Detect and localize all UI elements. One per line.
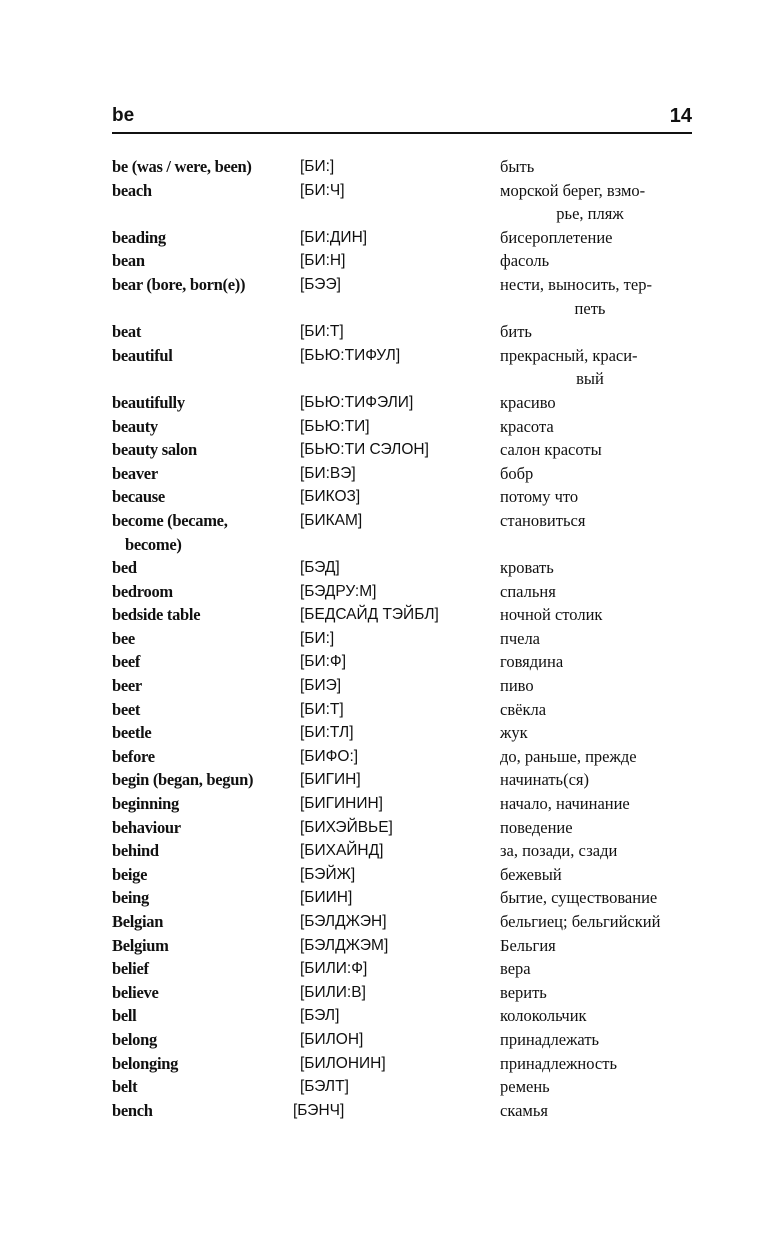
page-header (112, 104, 692, 134)
entry-translation (500, 910, 700, 934)
headword-text: bed (112, 558, 137, 578)
entry-translation (500, 1028, 700, 1052)
entry-headword (112, 957, 300, 981)
entry-headword (112, 603, 300, 627)
entry-pronunciation: [БЭНЧ] (293, 1101, 345, 1119)
dictionary-entry (112, 721, 702, 745)
translation-text: салон красоты (500, 440, 602, 460)
entry-headword (112, 556, 300, 580)
translation-text: пчела (500, 628, 541, 648)
headword-text: beauty (112, 416, 158, 436)
entry-headword (112, 1075, 300, 1099)
entry-pronunciation: [БЭД] (300, 559, 340, 577)
dictionary-entry (112, 391, 702, 415)
dictionary-entry (112, 344, 702, 391)
dictionary-entry (112, 910, 702, 934)
entry-pronunciation: [БИЛИ:В] (300, 983, 366, 1001)
entry-headword (112, 344, 300, 368)
entry-pronunciation: [БИЛОН] (300, 1030, 364, 1048)
entry-translation (500, 721, 700, 745)
translation-text: бельгиец; бельгийский (500, 912, 661, 931)
entry-headword (112, 627, 300, 651)
entry-translation (500, 249, 700, 273)
headword-text: before (112, 746, 155, 766)
entry-headword (112, 415, 300, 439)
headword-text: begin (began, begun) (112, 770, 254, 790)
entry-translation (500, 155, 700, 179)
headword-text: beach (112, 180, 152, 200)
entry-translation (500, 863, 700, 887)
entry-pronunciation: [БЭЛДЖЭН] (300, 913, 387, 930)
translation-continuation: рье, пляж (556, 204, 624, 224)
entry-pronunciation: [БЭЛТ] (300, 1078, 349, 1096)
entry-headword (112, 910, 300, 934)
headword-text: Belgian (112, 912, 164, 931)
entry-translation (500, 886, 700, 910)
entry-translation (500, 603, 700, 627)
dictionary-entry (112, 485, 702, 509)
translation-text: говядина (500, 652, 564, 672)
entry-translation (500, 981, 700, 1005)
dictionary-entry (112, 698, 702, 722)
translation-text: жук (500, 723, 528, 743)
entry-translation (500, 792, 700, 816)
entry-headword (112, 721, 300, 745)
translation-text: за, позади, сзади (500, 841, 618, 861)
page-number: 14 (669, 105, 692, 127)
entry-pronunciation: [БИЛИ:Ф] (300, 960, 368, 978)
translation-text: свёкла (500, 699, 547, 719)
entry-headword (112, 1099, 300, 1123)
entry-headword (112, 391, 300, 415)
entry-translation (500, 934, 700, 958)
entry-translation (500, 839, 700, 863)
entry-headword (112, 273, 300, 297)
headword-text: being (112, 888, 150, 908)
entry-headword (112, 580, 300, 604)
headword-text: belonging (112, 1053, 179, 1073)
translation-text: до, раньше, прежде (500, 746, 637, 766)
entry-translation (500, 273, 700, 320)
entry-translation (500, 556, 700, 580)
translation-text: начинать(ся) (500, 770, 589, 790)
entry-pronunciation: [БЬЮ:ТИФУЛ] (300, 346, 401, 364)
dictionary-entry (112, 603, 702, 627)
dictionary-entry (112, 438, 702, 462)
entry-pronunciation: [БИ:Ч] (300, 181, 345, 199)
headword-text: beauty salon (112, 440, 197, 460)
headword-text: bell (112, 1006, 137, 1026)
header-rule (112, 132, 692, 134)
dictionary-entry (112, 462, 702, 486)
translation-text: фасоль (500, 251, 550, 271)
entry-pronunciation: [БИ:ДИН] (300, 228, 368, 246)
entry-pronunciation: [БЕДСАЙД ТЭЙБЛ] (300, 606, 439, 624)
entry-headword (112, 839, 300, 863)
headword-text: Belgium (112, 935, 169, 955)
entry-headword (112, 226, 300, 250)
entry-headword (112, 674, 300, 698)
entry-translation (500, 320, 700, 344)
headword-text: bean (112, 251, 145, 271)
headword-text: beet (112, 699, 141, 719)
entry-pronunciation: [БИФО:] (300, 747, 359, 765)
entry-translation (500, 1099, 700, 1123)
entry-translation (500, 627, 700, 651)
entry-pronunciation: [БИХЭЙВЬЕ] (300, 818, 393, 836)
entry-pronunciation: [БИ:] (300, 629, 335, 647)
headword-text: be (was / were, been) (112, 157, 252, 176)
headword-text: bear (bore, born(e)) (112, 274, 246, 294)
dictionary-entry (112, 674, 702, 698)
dictionary-entry (112, 155, 702, 179)
entry-headword (112, 320, 300, 344)
dictionary-entry (112, 226, 702, 250)
headword-text: behind (112, 841, 159, 861)
headword-continuation: become) (125, 534, 182, 554)
headword-text: beginning (112, 794, 179, 814)
entry-translation (500, 816, 700, 840)
entry-pronunciation: [БИГИН] (300, 771, 361, 789)
translation-text: бежевый (500, 864, 562, 884)
headword-text: beer (112, 676, 142, 696)
entry-headword (112, 792, 300, 816)
translation-continuation: вый (576, 369, 604, 389)
translation-text: быть (500, 157, 535, 176)
dictionary-entry (112, 981, 702, 1005)
entry-headword (112, 509, 300, 556)
dictionary-entry (112, 768, 702, 792)
entry-translation (500, 391, 700, 415)
headword-text: beautifully (112, 392, 185, 412)
entry-pronunciation: [БЭЛ] (300, 1007, 340, 1025)
entry-translation (500, 179, 700, 226)
entry-headword (112, 745, 300, 769)
entry-pronunciation: [БИ:ТЛ] (300, 724, 354, 742)
entry-translation (500, 438, 700, 462)
entry-pronunciation: [БЬЮ:ТИ] (300, 417, 370, 435)
dictionary-entry (112, 839, 702, 863)
headword-text: beige (112, 864, 148, 884)
translation-text: скамья (500, 1100, 548, 1120)
headword-text: belong (112, 1029, 157, 1049)
headword-text: behaviour (112, 817, 181, 837)
entry-pronunciation: [БЭЭ] (300, 275, 341, 293)
entry-pronunciation: [БИ:ВЭ] (300, 464, 356, 482)
dictionary-entry (112, 1075, 702, 1099)
headword-text: because (112, 487, 165, 507)
dictionary-entry (112, 580, 702, 604)
translation-text: поведение (500, 817, 573, 837)
entry-pronunciation: [БИГИНИН] (300, 795, 383, 813)
dictionary-entry (112, 320, 702, 344)
entry-translation (500, 650, 700, 674)
entry-headword (112, 1004, 300, 1028)
dictionary-entry (112, 249, 702, 273)
guide-word: be (112, 105, 135, 126)
translation-text: бить (500, 322, 532, 342)
entry-translation (500, 1004, 700, 1028)
translation-text: прекрасный, краси- (500, 345, 638, 365)
dictionary-entry (112, 745, 702, 769)
dictionary-entry (112, 1028, 702, 1052)
entry-pronunciation: [БИ:Ф] (300, 653, 347, 671)
translation-text: начало, начинание (500, 794, 630, 814)
headword-text: belt (112, 1077, 138, 1097)
entry-headword (112, 816, 300, 840)
entry-headword (112, 934, 300, 958)
translation-continuation: петь (574, 298, 606, 318)
entry-pronunciation: [БИ:Н] (300, 252, 346, 270)
entry-pronunciation: [БИИН] (300, 889, 353, 907)
translation-text: ремень (500, 1077, 550, 1097)
headword-text: beef (112, 652, 141, 672)
entry-headword (112, 438, 300, 462)
headword-text: beat (112, 322, 142, 342)
dictionary-entry (112, 1052, 702, 1076)
entry-translation (500, 415, 700, 439)
entry-translation (500, 344, 700, 391)
entry-pronunciation: [БИЛОНИН] (300, 1054, 386, 1072)
entry-translation (500, 698, 700, 722)
translation-text: красиво (500, 392, 556, 412)
entry-headword (112, 462, 300, 486)
entry-translation (500, 509, 700, 533)
dictionary-entry (112, 273, 702, 320)
entry-headword (112, 155, 300, 179)
entry-translation (500, 580, 700, 604)
entry-list (112, 155, 702, 1122)
entry-pronunciation: [БИКОЗ] (300, 488, 361, 506)
translation-text: принадлежность (500, 1053, 617, 1073)
headword-text: beautiful (112, 345, 173, 365)
entry-pronunciation: [БИХАЙНД] (300, 842, 384, 860)
entry-headword (112, 485, 300, 509)
entry-headword (112, 1052, 300, 1076)
entry-headword (112, 981, 300, 1005)
dictionary-entry (112, 934, 702, 958)
headword-text: believe (112, 982, 159, 1002)
translation-text: колокольчик (500, 1006, 587, 1026)
dictionary-entry (112, 627, 702, 651)
entry-headword (112, 1028, 300, 1052)
dictionary-entry (112, 1099, 702, 1123)
translation-text: принадлежать (500, 1029, 600, 1049)
entry-headword (112, 886, 300, 910)
entry-headword (112, 249, 300, 273)
headword-text: become (became, (112, 510, 228, 530)
translation-text: Бельгия (500, 935, 556, 955)
entry-pronunciation: [БИ:] (300, 158, 335, 175)
entry-pronunciation: [БИ:Т] (300, 323, 344, 341)
headword-text: belief (112, 959, 149, 979)
headword-text: beetle (112, 723, 152, 743)
translation-text: пиво (500, 676, 534, 696)
headword-text: bedside table (112, 605, 201, 625)
entry-translation (500, 485, 700, 509)
entry-translation (500, 957, 700, 981)
headword-text: beading (112, 227, 166, 247)
translation-text: нести, выносить, тер- (500, 274, 652, 294)
dictionary-entry (112, 556, 702, 580)
entry-headword (112, 768, 300, 792)
dictionary-entry (112, 650, 702, 674)
entry-translation (500, 768, 700, 792)
entry-translation (500, 1075, 700, 1099)
entry-pronunciation: [БИЭ] (300, 677, 342, 695)
dictionary-entry (112, 957, 702, 981)
translation-text: верить (500, 982, 547, 1002)
entry-pronunciation: [БЭЛДЖЭМ] (300, 936, 389, 954)
translation-text: кровать (500, 558, 554, 578)
translation-text: спальня (500, 581, 556, 601)
dictionary-entry (112, 179, 702, 226)
entry-headword (112, 650, 300, 674)
headword-text: beaver (112, 463, 158, 483)
dictionary-entry (112, 886, 702, 910)
entry-pronunciation: [БЭЙЖ] (300, 865, 356, 883)
entry-pronunciation: [БИ:Т] (300, 700, 344, 718)
headword-text: bee (112, 628, 135, 648)
dictionary-entry (112, 1004, 702, 1028)
entry-translation (500, 462, 700, 486)
entry-headword (112, 698, 300, 722)
dictionary-entry (112, 415, 702, 439)
translation-text: потому что (500, 487, 579, 507)
entry-headword (112, 863, 300, 887)
entry-translation (500, 674, 700, 698)
translation-text: бытие, существование (500, 888, 658, 908)
entry-pronunciation: [БЭДРУ:М] (300, 582, 377, 600)
translation-text: становиться (500, 510, 586, 530)
translation-text: морской берег, взмо- (500, 180, 646, 200)
dictionary-entry (112, 863, 702, 887)
dictionary-entry (112, 792, 702, 816)
dictionary-entry (112, 816, 702, 840)
entry-headword (112, 179, 300, 203)
translation-text: ночной столик (500, 605, 603, 625)
entry-translation (500, 226, 700, 250)
headword-text: bench (112, 1100, 153, 1120)
translation-text: бисероплетение (500, 227, 613, 247)
headword-text: bedroom (112, 581, 173, 601)
entry-pronunciation: [БЬЮ:ТИФЭЛИ] (300, 393, 414, 411)
entry-pronunciation: [БЬЮ:ТИ СЭЛОН] (300, 441, 429, 459)
entry-translation (500, 745, 700, 769)
entry-pronunciation: [БИКАМ] (300, 511, 363, 529)
dictionary-entry (112, 509, 702, 556)
translation-text: красота (500, 416, 554, 436)
translation-text: бобр (500, 463, 534, 483)
entry-translation (500, 1052, 700, 1076)
translation-text: вера (500, 959, 531, 979)
